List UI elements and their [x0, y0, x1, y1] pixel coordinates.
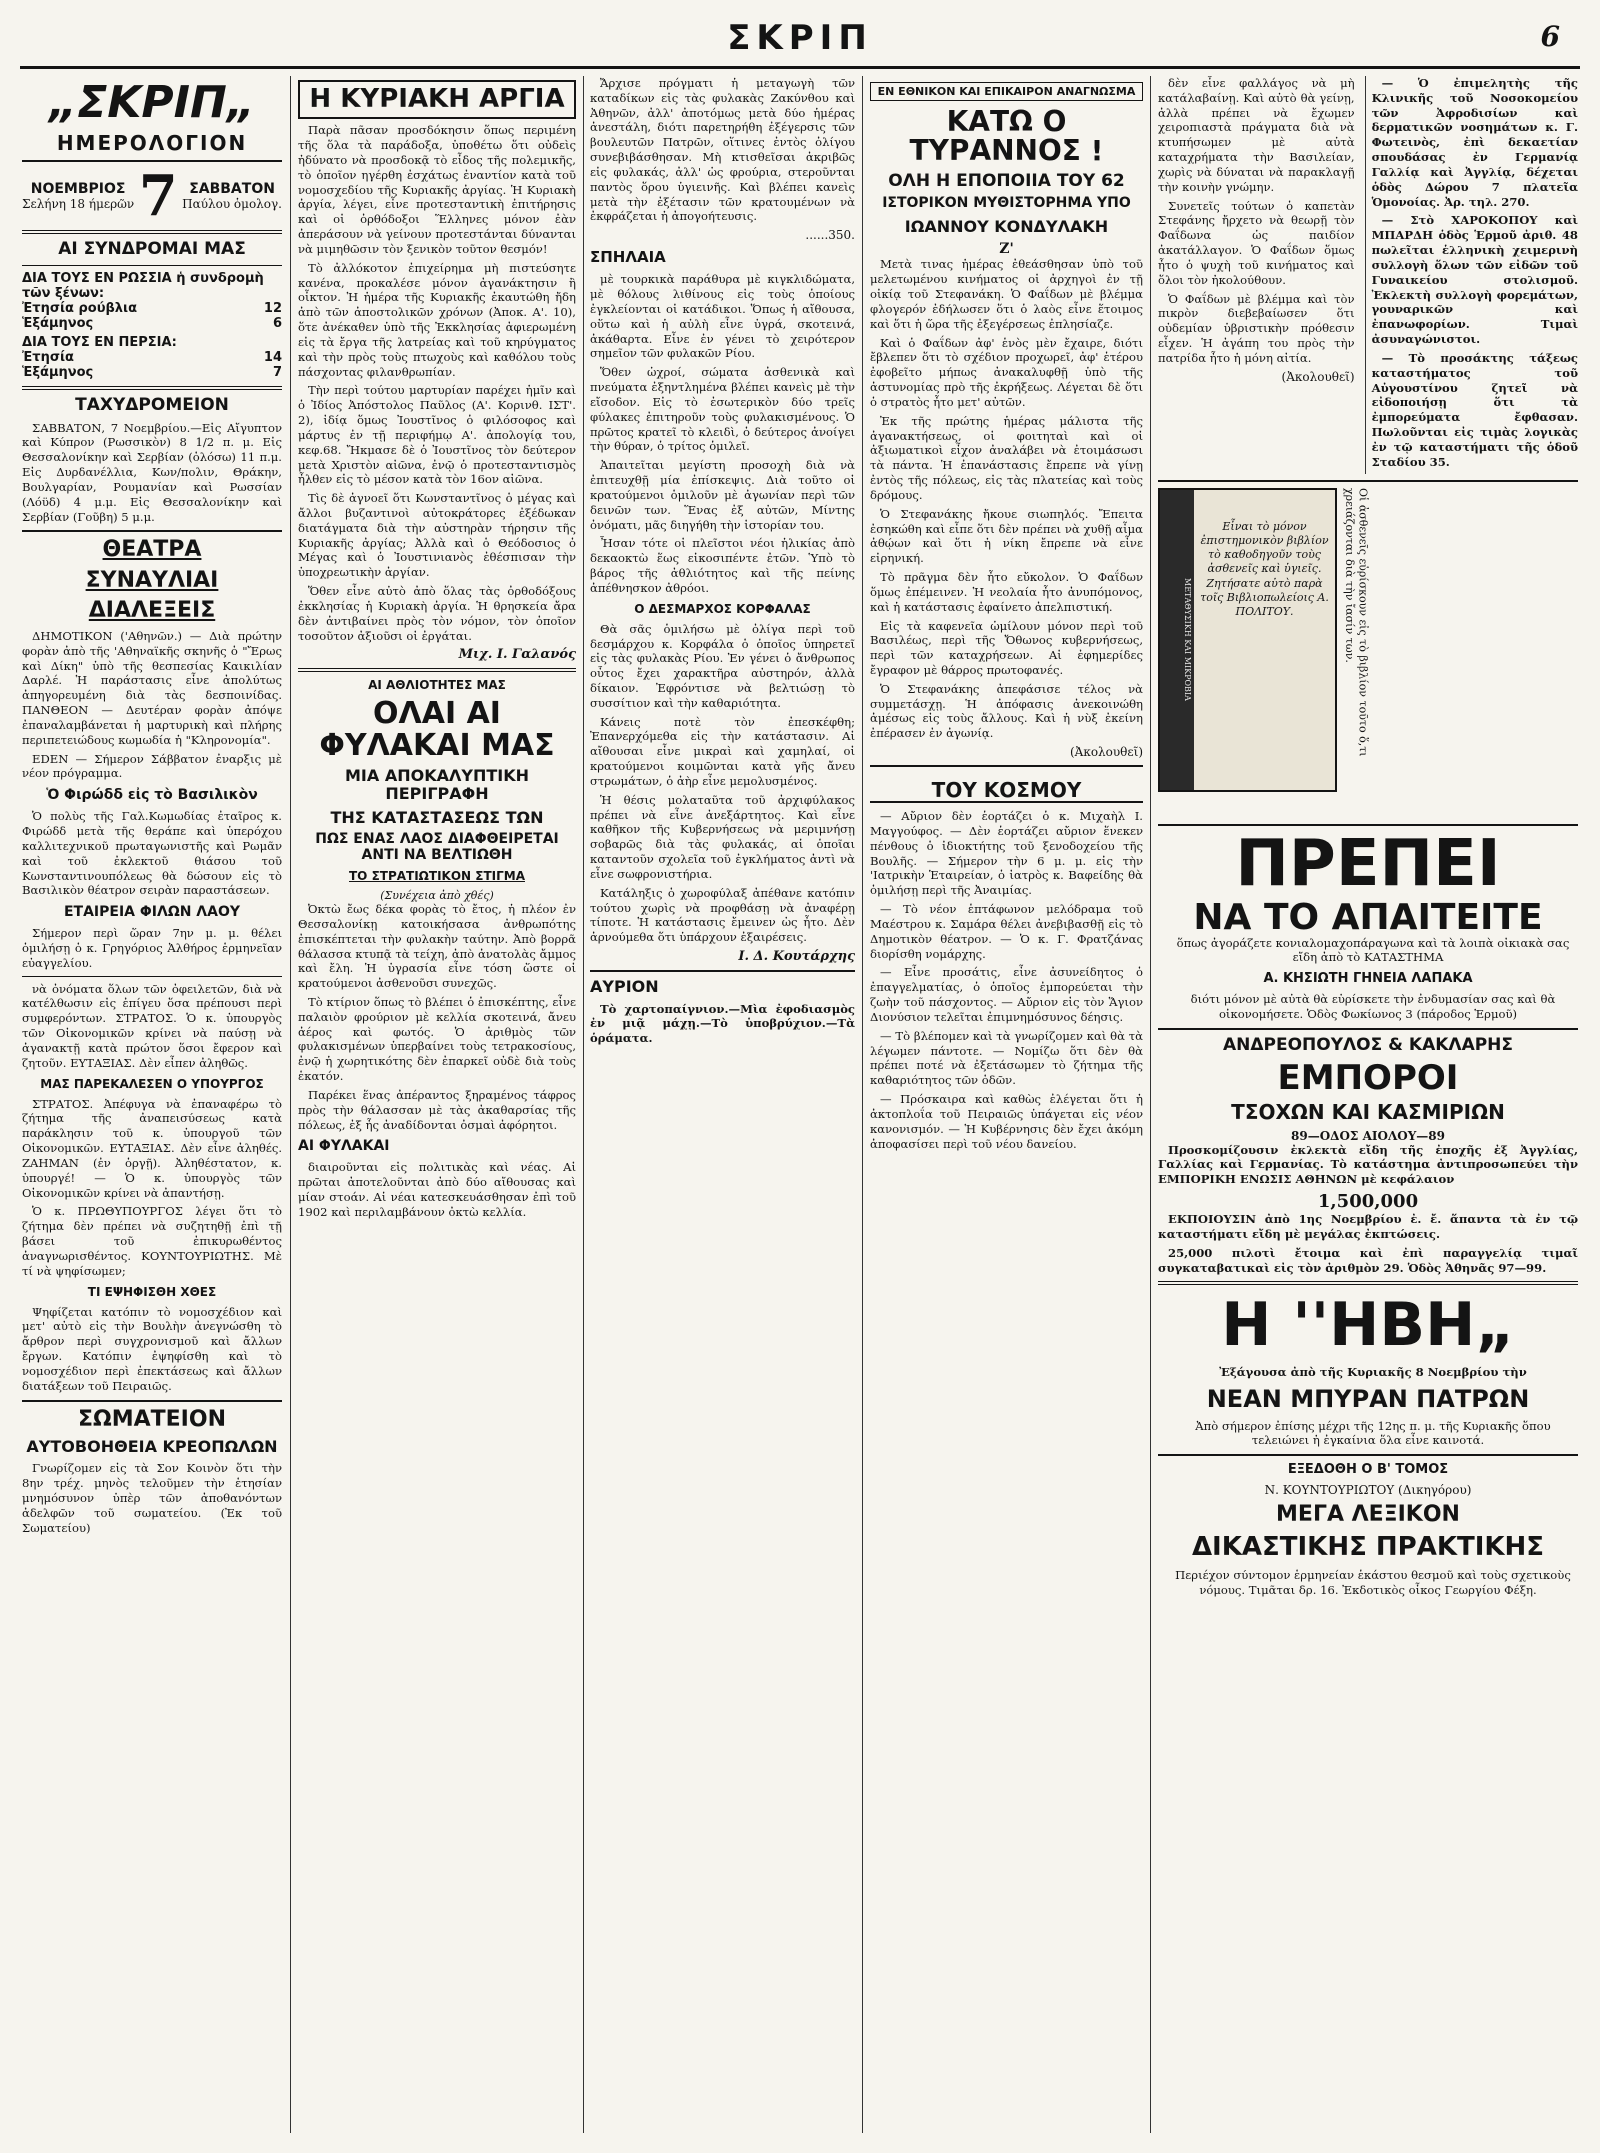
prisons-paragraph: Ἄρχισε πρόγματι ἡ μεταγωγὴ τῶν καταδίκων εἰς τὰς φυλακὰς Ζακύνθου καὶ Ἀθηνῶν, ἀλλ' ἀποτόμως μετὰ δύο ἡμέρας ἀνεστάλη, διότι παρετηρήθη ἐξέγερσις τῶν βουλευτῶν Πατρῶν, οἵτινες ἐντὸς ὀλίγου συνεβιβάσθησαν. Μὴ κτισθεῖσαι ἀκριβῶς εἰς φυλακάς, ἀλλ' ὡς φρούρια, στεροῦνται παντὸς ὅρου ὑγιεινῆς. Καὶ βλέπει κανεὶς μετὰ τὴν ἐξέτασιν τῶν κρατουμένων νὰ ἐκφράζεται ἡ ἀπογοήτευσις.: [590, 76, 855, 224]
friends-society-title: ΕΤΑΙΡΕΙΑ ΦΙΛΩΝ ΛΑΟΥ: [63, 904, 241, 921]
prisons-paragraph: Παρέκει ἕνας ἀπέραντος ξηραμένος τάφρος πρὸς τὴν θάλασσαν μὲ τὰς ἀκαθαρσίας τῆς πόλεως, ἐξ ἧς ἀναδίδονται ὀσμαὶ ἀφόρητοι.: [298, 1087, 576, 1132]
merchant-title: ΑΝΔΡΕΟΠΟΥΛΟΣ & ΚΑΚΛΑΡΗΣ: [1222, 1034, 1514, 1055]
serial-paragraph: Ἐκ τῆς πρώτης ἡμέρας μάλιστα τῆς ἀγανακτήσεως, οἱ φοιτηταὶ καὶ οἱ ἀξιωματικοὶ εἶχον ἀναλάβει νὰ ἐτοιμάσωσι τὰ πάντα. Ἡ ἐπανάστασις ἔπρεπε νὰ γίνῃ ἐντὸς τῆς πόλεως, εἰς τὰς πλατείας καὶ τοὺς δρόμους.: [870, 413, 1143, 502]
article-paragraph: Τὶς δὲ ἀγνοεῖ ὅτι Κωνσταντῖνος ὁ μέγας καὶ ἄλλοι βυζαντινοὶ αὐτοκράτορες ἐξέδωκαν διατάγματα διὰ τὴν αὐστηρὰν τήρησιν τῆς Κυριακῆς ἀργίας; Ἀλλὰ καὶ ὁ Θεόδοσιος ὁ Μέγας καὶ ὁ Ἰουστινιανὸς ἐθέσπισαν τὴν ὑποχρεωτικὴν ἀργίαν.: [298, 491, 576, 580]
subscription-price: 14: [263, 349, 282, 365]
serial-chapter: Ζ': [999, 241, 1014, 258]
column-3: [590, 76, 855, 2133]
tomorrow-text: Τὸ χαρτοπαίγνιον.—Μὶα ἐφοδιασμὸς ἐν μιᾷ μάχῃ.—Τὸ ὑποβρύχιον.—Τὰ ὁράματα.: [590, 1001, 855, 1046]
serial-continued: (Ἀκολουθεῖ): [1281, 369, 1355, 384]
dictionary-author: Ν. ΚΟΥΝΤΟΥΡΙΩΤΟΥ (Δικηγόρου): [1264, 1483, 1472, 1498]
prisons-subtitle-1: ΜΙΑ ΑΠΟΚΑΛΥΠΤΙΚΗ ΠΕΡΙΓΡΑΦΗ: [345, 766, 529, 804]
theatres-text: ΔΗΜΟΤΙΚΟΝ ('Αθηνῶν.) — Διὰ πρώτην φορὰν ἀπὸ τῆς 'Αθηναϊκῆς σκηνῆς ὁ "Ἔρως καὶ Δίκη" ὑπὸ τῆς θεσπεσίας Καικιλίαν Δαρλέ. Ἡ παράστασις εἶνε ἀπολύτως ἀπηγορευμένη διὰ τὰς δεσποινίδας. ΠΑΝΘΕΟΝ — Δευτέραν φορὰν ἀπόψε ἐπαναλαμβάνεται ἡ μαρτυρικὴ καὶ πλήρης περιπετειώδους κωμωδία ἡ "Κληρονομία".: [22, 628, 282, 747]
article-paragraph: Τὴν περὶ τούτου μαρτυρίαν παρέχει ἡμῖν καὶ ὁ Ἰδίος Ἀπόστολος Παῦλος (Α'. Κορινθ. ΙΣΤ'. 2), ἰδίᾳ ὅμως Ἰουστῖνος ὁ φιλόσοφος καὶ μάρτυς ἐν τῇ περιφήμῳ Α'. ἀπολογίᾳ του, κεφ.68. Ἤκμασε δὲ ὁ Ἰουστῖνος τὸν δεύτερον μετὰ Χριστὸν αἰῶνα, ἐνῷ ὁ προτεσταντισμὸς ἦλθεν εἰς τὸ μέσον κατὰ τὸν 16ον αἰῶνα.: [298, 383, 576, 487]
divider: [22, 160, 282, 162]
masthead-title: ΣΚΡΙΠ: [727, 18, 873, 58]
prisons-paragraph: διαιροῦνται εἰς πολιτικὰς καὶ νέας. Αἱ πρῶται ἀποτελοῦνται ἀπὸ δύο αἴθουσας καὶ μίαν στοάν. Αἱ νέαι κατεσκευάσθησαν ἐπὶ τοῦ 1902 καὶ περιλαμβάνουν ὀκτὼ κελλία.: [298, 1160, 576, 1219]
divider: [1158, 480, 1578, 482]
tomorrow-title: ΑΥΡΙΟΝ: [590, 977, 659, 997]
column-2: [298, 76, 576, 2133]
serial-paragraph: Μετὰ τινας ἡμέρας ἐθεάσθησαν ὑπὸ τοῦ μελετωμένου κινήματος οἱ ἀρχηγοὶ ἐν τῇ οἰκίᾳ τοῦ Στεφανάκη. Ὁ Φαΐδων μὲ βλέμμα φλογερόν ἐδήλωσεν ὅτι ὁ λαὸς εἶνε ἕτοιμος καὶ ὅτι ἡ ὥρα τῆς ἐξεγέρσεως ἐπλησίαζε.: [870, 257, 1143, 331]
almanac-logo: „ΣΚΡΙΠ„: [48, 77, 256, 128]
serial-paragraph: Εἰς τὰ καφενεῖα ὡμίλουν μόνον περὶ τοῦ Βασιλέως, περὶ τῆς Ὄθωνος κυβερνήσεως, περὶ τῶν καταχρήσεων. Αἱ ἐφημερίδες ἔγραφον μὲ θάρρος πρωτοφανές.: [870, 618, 1143, 677]
book-side-text: Οἱ ἀσθενεῖς εὑρίσκουν εἰς τὸ βιβλίον τοῦτο ὅ,τι χρειάζονται διὰ τὴν ἴασίν των.: [1343, 487, 1370, 757]
divider: [22, 976, 282, 977]
small-ad: — Τὸ προσάκτης τάξεως καταστήματος τοῦ Αὐγουστίνου ζητεῖ νὰ εἰδοποιήσῃ ὅτι τὰ ἐμπορεύματα ἔφθασαν. Πωλοῦνται εἰς τιμὰς λογικὰς ἐν τῷ καταστήματι τῆς ὁδοῦ Σταδίου 35.: [1371, 350, 1578, 469]
subscription-price: 6: [272, 315, 282, 331]
caves-paragraph: Ἀπαιτεῖται μεγίστη προσοχὴ διὰ νὰ ἐπιτευχθῇ μία ἐπίσκεψις. Διὰ τοῦτο οἱ κρατούμενοι ὁμιλοῦν μὲ ἀγωνίαν περὶ τῶν δεινῶν των. Ἕνας ἐξ αὐτῶν, Μίντης ὀνόματι, μᾶς διηγήθη τὴν ἱστορίαν του.: [590, 458, 855, 532]
votes-title: ΤΙ ΕΨΗΦΙΣΘΗ ΧΘΕΣ: [87, 1284, 217, 1299]
merchant-capital: 1,500,000: [1317, 1191, 1419, 1213]
column-divider: [583, 76, 584, 2133]
subscriptions-persia-title: ΔΙΑ ΤΟΥΣ ΕΝ ΠΕΡΣΙΑ:: [22, 334, 177, 350]
world-paragraph: — Πρόσκαιρα καὶ καθὼς ἐλέγεται ὅτι ἡ ἀκτοπλοΐα τοῦ Πειραιῶς ὑπάγεται εἰς νέον κανονισμόν. — Ἡ Κυβέρνησις δὲν ἔχει ἀκόμη ἀποφασίσει περὶ τοῦ νέου δανείου.: [870, 1092, 1143, 1151]
prisons-kicker: ΑΙ ΑΘΛΙΟΤΗΤΕΣ ΜΑΣ: [368, 678, 506, 693]
must-ad-text: ὅπως ἀγοράζετε κονιαλομαχοπάραγωνα καὶ τὰ λοιπὰ οἰκιακὰ σας εἴδη ἀπὸ τὸ ΚΑΤΑΣΤΗΜΑ: [1176, 935, 1570, 965]
small-ad: — Στὸ ΧΑΡΟΚΟΠΟΥ καὶ ΜΠΑΡΔΗ ὁδὸς Ἑρμοῦ ἀριθ. 48 πωλεῖται ἑλληνικὴ χειμερινὴ συλλογὴ ὅλων τῶν εἰδῶν τοῦ Γυναικείου στολισμοῦ. Ἐκλεκτὴ συλλογὴ φορεμάτων, γουναρικῶν καὶ ἐπανωφορίων. Τιμαὶ ἀσυναγώνιστοι.: [1371, 213, 1578, 347]
masthead: [0, 18, 1600, 58]
serial-paragraph: Καὶ ὁ Φαΐδων ἀφ' ἑνὸς μὲν ἔχαιρε, διότι ἔβλεπεν ὅτι τὸ σχέδιον προχωρεῖ, ἀφ' ἑτέρου ἐφοβεῖτο μήπως ἀνακαλυφθῇ ὑπὸ τῆς ἀστυνομίας πρὸ τῆς ἐκρήξεως. Λέγεται δὲ ὅτι ὁ στρατὸς ἦτο μετ' αὐτῶν.: [870, 335, 1143, 409]
merchant-text-2: ΕΚΠΟΙΟΥΣΙΝ ἀπὸ 1ης Νοεμβρίου ἐ. ἔ. ἅπαντα τὰ ἐν τῷ καταστήματι εἴδη μὲ μεγάλας ἐκπτώσεις.: [1158, 1212, 1578, 1241]
beer-ad-text-2: Ἀπὸ σήμερον ἐπίσης μέχρι τῆς 12ης π. μ. τῆς Κυριακῆς ὅπου τελειώνει ἡ ἐγκαίνια ὅλα εἶνε καινοτά.: [1195, 1418, 1551, 1448]
weekday: ΣΑΒΒΑΤΟΝ: [189, 181, 275, 198]
caves-paragraph: Ὅθεν ὠχροί, σώματα ἀσθενικὰ καὶ πνεύματα ἐξηντλημένα βλέπει κανεὶς μὲ τὴν εἴσοδον. Εἰς τὸ ἐσωτερικὸν δύο τρεῖς φύλακες ἐπιτηροῦν τοὺς φυλακισμένους. Ὁ πρῶτος κρατεῖ τὸ κλειδὶ, ὁ δεύτερος ἀνοίγει τὴν θύραν, ὁ τρίτος ὁμιλεῖ.: [590, 365, 855, 454]
concerts-title: ΣΥΝΑΥΛΙΑΙ: [85, 567, 219, 593]
almanac-subtitle: ΗΜΕΡΟΛΟΓΙΟΝ: [56, 131, 248, 156]
dictionary-text: Περιέχον σύντομον ἑρμηνείαν ἑκάστου θεσμοῦ καὶ τοὺς σχετικοὺς νόμους. Τιμᾶται δρ. 16. Ἐκδοτικὸς οἶκος Γεωργίου Φέξη.: [1175, 1567, 1571, 1597]
article-paragraph: Τὸ ἀλλόκοτον ἐπιχείρημα μὴ πιστεύσητε κανένα, προκαλέσε μόνον ἀγανάκτησιν ἢ οἶκτον. Ἡ ἡμέρα τῆς Κυριακῆς ἐκαυτώθη ἤδη ἀπὸ τῶν ἀποστολικῶν χρόνων (Ἀποκ. Α'. 10), ὅτε ἀνέκαθεν ὑπὸ τῆς Ἐκκλησίας ἀφιερωμένη εἰς τὰ ἔργα τῆς λατρείας καὶ τοῦ κηρύγματος καὶ τὴν πρὸς τοὺς πτωχοὺς καὶ καθόλου τοὺς πάσχοντας φιλανθρωπίαν.: [298, 260, 576, 379]
world-paragraph: — Εἶνε προσάτις, εἶνε ἀσυνείδητος ὁ ἐπαγγελματίας, ὁ ὁποῖος ἐμπορεύεται τὴν ζωὴν τοῦ πάσχοντος. — Αὔριον εἰς τὸν Ἅγιον Διονύσιον τελεῖται ἐπιμνημόσυνος δέησις.: [870, 965, 1143, 1024]
merchant-subtitle: ΤΣΟΧΩΝ ΚΑΙ ΚΑΣΜΙΡΙΩΝ: [1231, 1099, 1505, 1124]
article-paragraph: Ὅθεν εἶνε αὐτὸ ἀπὸ ὅλας τὰς ὀρθοδόξους ἐκκλησίας ἡ Κυριακὴ ἀργία. Ἡ θρησκεία ἄρα δὲν ἀντιβαίνει πρὸς τὸν νόμον, τὸν ὁποῖον τοσοῦτον ἀξιοῦσι οἱ ἐργάται.: [298, 584, 576, 643]
subscription-row: [22, 350, 282, 365]
merchant-text-3: 25,000 πιλοτὶ ἔτοιμα καὶ ἐπὶ παραγγελίᾳ τιμαῖ συγκαταβατικαὶ εἰς τὸν ἀριθμὸν 29. Ὁδὸς Ἀθηνᾶς 97—99.: [1158, 1245, 1578, 1275]
subscription-label: Ἑξάμηνος: [22, 364, 94, 380]
prisons-subtitle-2: ΤΗΣ ΚΑΤΑΣΤΑΣΕΩΣ ΤΩΝ: [330, 807, 544, 827]
world-paragraph: — Τὸ νέον ἑπτάφωνον μελόδραμα τοῦ Μαέστρου κ. Σαμάρα θέλει ἀνεβιβασθῇ εἰς τὸ Δημοτικὸν θέατρον. — Ὁ κ. Γ. Φρατζάνας διορίσθη νομάρχης.: [870, 902, 1143, 961]
theatres-title: ΘΕΑΤΡΑ: [102, 537, 202, 563]
book-cover-text: Εἶναι τὸ μόνον ἐπιστημονικὸν βιβλίον τὸ καθοδηγοῦν τοὺς ἀσθενεῖς καὶ ὑγιεῖς. Ζητήσατε αὐτὸ παρὰ τοῖς Βιβλιοπωλείοις Α. ΠΟΛΙΤΟΥ.: [1200, 519, 1329, 619]
subscription-row: [22, 301, 282, 316]
small-ads: [1365, 76, 1578, 474]
small-ad: — Ὁ ἐπιμελητὴς τῆς Κλινικῆς τοῦ Νοσοκομείου τῶν Ἀφροδισίων καὶ δερματικῶν νοσημάτων κ. Γ. Φωτεινὸς, ἐπὶ δεκαετίαν σπουδάσας ἐν Γερμανίᾳ Γαλλίᾳ καὶ Ἀγγλίᾳ, δέχεται ὁδὸς Δώρου 7 πλατεῖα Ὁμονοίας. Ἀρ. τηλ. 270.: [1371, 76, 1578, 209]
divider: [298, 668, 576, 672]
number-line: ......350.: [805, 228, 855, 243]
divider: [22, 230, 282, 234]
serial-paragraph: Τὸ πρᾶγμα δὲν ἦτο εὔκολον. Ὁ Φαΐδων ὅμως ἐπέμεινεν. Ἡ νεολαία ἦτο ἀνυπόμονος, καὶ ἡ κατάστασις ἐφαίνετο ἀπελπιστική.: [870, 570, 1143, 614]
parliament-text: νὰ ὀνόματα ὅλων τῶν ὀφειλετῶν, διὰ νὰ κατέλθωσιν εἰς ἐπίγευ ὅσα πρέπουσι περὶ συμφερόντων. ΣΤΡΑΤΟΣ. Ὁ κ. ὑπουργὸς τῶν Οἰκονομικῶν κρίνει νὰ παύσῃ νὰ ἀγανακτῇ κατὰ πρώτον ὅσοι ἔφερον καὶ ζητοῦν. ΕΥΤΑΞΙΑΣ. Δὲν εἶπεν ἀληθῶς.: [22, 981, 282, 1070]
moon-phase: Σελήνη 18 ήμερῶν: [22, 197, 135, 212]
prisons-paragraph: Τὸ κτίριον ὅπως τὸ βλέπει ὁ ἐπισκέπτης, εἶνε παλαιὸν φρούριον μὲ κελλία σκοτεινά, ἄνευ ἀέρος καὶ φωτός. Ὁ ἀριθμὸς τῶν φυλακισμένων ὑπερβαίνει τοὺς τετρακοσίους, ἐνῷ ἡ χωρητικότης δὲν ἐπαρκεῖ οὐδὲ διὰ τοὺς ἑκατόν.: [298, 994, 576, 1084]
divider: [22, 265, 282, 266]
subscription-price: 7: [272, 364, 282, 380]
divider: [590, 970, 855, 972]
book-ad: [1158, 488, 1578, 818]
subscriptions-russia-title: ΔΙΑ ΤΟΥΣ ΕΝ ΡΩΣΣΙΑ ἡ συνδρομὴ τῶν ξένων:: [22, 270, 264, 301]
saint-day: Παύλου ὁμολογ.: [182, 197, 282, 212]
must-ad-headline: ΠΡΕΠΕΙ: [1235, 826, 1501, 901]
serial-paragraph: Ὁ Στεφανάκης ἤκουε σιωπηλός. Ἔπειτα ἐσηκώθη καὶ εἶπε ὅτι δὲν πρέπει νὰ χυθῇ αἷμα ἀθῴων καὶ ὅτι ἡ νίκη ἔπρεπε νὰ εἶνε εἰρηνική.: [870, 506, 1143, 566]
divider: [22, 1400, 282, 1402]
serial-end: [1158, 76, 1355, 474]
merchant-big: ΕΜΠΟΡΟΙ: [1277, 1057, 1459, 1098]
guard-paragraph: Ἡ θέσις μολαταῦτα τοῦ ἀρχιφύλακος πρέπει νὰ εἶνε ἀνεξάρτητος. Καὶ εἶνε καθῆκον τῆς Κυβερνήσεως νὰ μεριμνήσῃ σοβαρῶς διὰ τὰς φυλακάς, αἱ ὁποῖαι καταντοῦν σχολεῖα τοῦ ἐγκλήματος ἀντὶ νὰ εἶνε σωφρονιστήρια.: [590, 792, 855, 881]
date-left: [22, 181, 134, 211]
serial-author: ΙΩΑΝΝΟΥ ΚΟΝΔΥΛΑΚΗ: [904, 216, 1109, 236]
prisons-continued: (Συνέχεια ἀπὸ χθές): [380, 889, 494, 903]
votes-text: Ψηφίζεται κατόπιν τὸ νομοσχέδιον καὶ μετ' αὐτὸ εἰς τὴν Βουλὴν ἀνεγνώσθη τὸ ἄρθρον περὶ συγχρονισμοῦ καὶ ἄλλων ἔργων. Κατόπιν ἐψηφίσθη καὶ τὸ νομοσχέδιον περὶ ἐπεκτάσεως καὶ ἄλλων διατάξεων τοῦ Πειραιῶς.: [22, 1304, 282, 1393]
merchant-address: 89—ΟΔΟΣ ΑΙΟΛΟΥ—89: [1291, 1128, 1445, 1143]
subscription-label: Ἐτησία ρούβλια: [22, 300, 138, 316]
serial-continued: (Ἀκολουθεῖ): [1069, 745, 1143, 760]
date-right: [182, 181, 282, 211]
subscription-row: [22, 365, 282, 380]
union-title: ΣΩΜΑΤΕΙΟΝ: [78, 1406, 226, 1432]
parliament-text-3: Ὁ κ. ΠΡΩΘΥΠΟΥΡΓΟΣ λέγει ὅτι τὸ ζήτημα δὲν πρέπει νὰ συζητηθῇ ἐπὶ τῇ βάσει τοῦ ἐπικυρωθέντος ἀναγνωρισθέντος. ΚΟΥΝΤΟΥΡΙΩΤΗΣ. Μὲ τί νὰ ψηφίσωμεν;: [22, 1204, 282, 1278]
serial-title: ΚΑΤΩ Ο ΤΥΡΑΝΝΟΣ !: [909, 105, 1104, 168]
guard-title: Ο ΔΕΣΜΑΡΧΟΣ ΚΟΡΦΑΛΑΣ: [634, 601, 811, 616]
caves-paragraph: Ἦσαν τότε οἱ πλεῖστοι νέοι ἡλικίας ἀπὸ δεκαοκτὼ ἕως εἰκοσιπέντε ἐτῶν. Ὑπὸ τὸ βάρος τῆς ἀθλιότητος καὶ τῆς πείνης ἀπέθνησκον ἀθρόοι.: [590, 536, 855, 595]
caves-title: ΣΠΗΛΑΙΑ: [590, 248, 666, 267]
subscription-price: 12: [263, 300, 282, 316]
article-title: Η ΚΥΡΙΑΚΗ ΑΡΓΙΑ: [298, 80, 576, 119]
must-ad-text-2: διότι μόνον μὲ αὐτὰ θὰ εὑρίσκετε τὴν ἐνδυμασίαν σας καὶ θὰ οἰκονομήσετε. Ὁδὸς Φωκίωνος 3 (πάροδος Ἑρμοῦ): [1190, 992, 1556, 1022]
friends-society-text: Σήμερον περὶ ὥραν 7ην μ. μ. θέλει ὁμιλήσῃ ὁ κ. Γρηγόριος Ἀλθήρος ἑρμηνεῖαν εὐαγγελίου.: [22, 926, 282, 970]
firodo-text: Ὁ πολὺς τῆς Γαλ.Κωμωδίας ἐταῖρος κ. Φιρώδδ μετὰ τῆς θεράπε καὶ ὑπερόχου καλλιτεχνικοῦ πρωταγωνιστῆς καὶ Ρωμᾶν καὶ τοῦ ἐκλεκτοῦ θιάσου τοῦ Κωνσταντινουπόλεως θὰ δώσουν εἰς τὸ Βασιλικὸν θέατρον σειρὰν παραστάσεων.: [22, 809, 282, 898]
divider: [1158, 1454, 1578, 1456]
world-title: ΤΟΥ ΚΟΣΜΟΥ: [870, 779, 1143, 803]
must-ad-shop: Α. ΚΗΣΙΩΤΗ ΓΗΝΕΙΑ ΛΑΠΑΚΑ: [1263, 971, 1473, 987]
page-number: 6: [1540, 20, 1560, 53]
divider: [870, 765, 1143, 767]
col5-top: [1158, 76, 1578, 474]
prisons-paragraph: Ὀκτὼ ἔως δέκα φορὰς τὸ ἔτος, ἡ πλέον ἐν Θεσσαλονίκῃ κατοικήσασα ἀνθρωπότης ἐπισκέπτεται τὴν φυλακὴν ταύτην. Ἀπὸ βορρᾶ θάλασσα κτυπᾷ τὰ τείχη, ἀπὸ ἀνατολὰς ἄμμος καὶ ἔλη. Ἡ ὑγρασία εἶνε τόση ὥστε οἱ κρατούμενοι ἀσθενοῦσι συνεχῶς.: [298, 902, 576, 991]
subscription-row: [22, 316, 282, 331]
serial-paragraph: Ὁ Φαΐδων μὲ βλέμμα καὶ τὸν πικρὸν διεβεβαίωσεν ὅτι οὐδεμίαν ὑβριστικὴν πρόθεσιν εἶχεν. Ἡ ἀγάπη του πρὸς τὴν πατρίδα ἦτο ἡ μόνη αἰτία.: [1158, 291, 1355, 365]
prisons-section-title: ΤΟ ΣΤΡΑΤΙΩΤΙΚΟΝ ΣΤΙΓΜΑ: [349, 869, 525, 884]
serial-paragraph: Ὁ Στεφανάκης ἀπεφάσισε τέλος νὰ συμμετάσχῃ. Ἡ ἀπόφασις ἀνεκοινώθη ἀμέσως εἰς τοὺς ἄλλους. Καὶ ἡ νὺξ ἐκείνη ἐπέρασεν ἐν ἀγωνίᾳ.: [870, 681, 1143, 741]
divider: [22, 386, 282, 390]
parliament-title: ΜΑΣ ΠΑΡΕΚΑΛΕΣΕΝ Ο ΥΠΟΥΡΓΟΣ: [40, 1076, 264, 1091]
world-paragraph: — Αὔριον δὲν ἑορτάζει ὁ κ. Μιχαὴλ Ι. Μαγγούφος. — Δὲν ἑορτάζει αὔριον ἕνεκεν πένθους ὁ ἰδιοκτήτης τοῦ ξενοδοχείου τῆς Βουλῆς. — Σήμερον τὴν 6 μ. μ. εἰς τὴν 'Ιατρικὴν Ἑταιρείαν, ὁ ἰατρὸς κ. Βαφείδης θὰ ὁμιλήσῃ περὶ τῆς Ἀναιμίας.: [870, 809, 1143, 898]
column-5: [1158, 76, 1578, 2133]
column-1: [22, 76, 282, 2133]
caves-paragraph: μὲ τουρκικὰ παράθυρα μὲ κιγκλιδώματα, μὲ θόλους λιθίνους εἰς τοὺς ὁποίους ἐγκλείονται οἱ κατάδικοι. Ὅπως ἡ αἴθουσα, οὕτω καὶ ἡ αὐλὴ εἶνε ὑγρά, σκοτεινά, ἀκάθαρτα. Εἶνε ἐν γένει τὸ χειρότερον σημεῖον τῶν φυλακῶν Ρίου.: [590, 272, 855, 361]
post-office-title: ΤΑΧΥΔΡΟΜΕΙΟΝ: [75, 394, 229, 415]
column-divider: [1150, 76, 1151, 2133]
dictionary-kicker: ΕΞΕΔΟΘΗ Ο Β' ΤΟΜΟΣ: [1287, 1462, 1449, 1478]
guard-paragraph: Θὰ σᾶς ὁμιλήσω μὲ ὀλίγα περὶ τοῦ δεσμάρχου κ. Κορφάλα ὁ ὁποῖος ὑπηρετεῖ εἰς τὰς φυλακὰς Ρίου. Ἐν γένει ὁ ἄνθρωπος οὗτος ἔχει χαρακτῆρα αὐστηρόν, ἀλλὰ δίκαιον. Ἐφρόντισε νὰ βελτιώσῃ τὸ συσσίτιον καὶ τὴν καθαριότητα.: [590, 621, 855, 710]
firodo-title: Ὁ Φιρώδδ εἰς τὸ Βασιλικὸν: [46, 787, 258, 804]
column-divider: [290, 76, 291, 2133]
world-paragraph: — Τὸ βλέπομεν καὶ τὰ γνωρίζομεν καὶ θὰ τὰ λέγωμεν πάντοτε. — Νομίζω ὅτι δὲν θὰ πρέπει ποτέ νὰ ἐξετάσωμεν τὸ ζήτημα τῆς καθαριότητος τῶν ὁδῶν.: [870, 1028, 1143, 1088]
subscription-label: Ἑξάμηνος: [22, 315, 94, 331]
article-author: Μιχ. Ι. Γαλανός: [458, 647, 576, 663]
prisons-title: ΟΛΑΙ ΑΙ ΦΥΛΑΚΑΙ ΜΑΣ: [319, 696, 555, 763]
dictionary-title-1: ΜΕΓΑ ΛΕΞΙΚΟΝ: [1276, 1502, 1460, 1528]
article-signature: Ι. Δ. Κουτάρχης: [738, 949, 855, 965]
divider: [22, 530, 282, 532]
divider: [1158, 1281, 1578, 1285]
lectures-title: ΔΙΑΛΕΞΕΙΣ: [88, 597, 216, 623]
day-number: 7: [138, 163, 178, 230]
merchant-text: Προσκομίζουσιν ἐκλεκτὰ εἴδη τῆς ἐποχῆς ἐξ Ἀγγλίας, Γαλλίας καὶ Γερμανίας. Τὸ κατάστημα ἀντιπροσωπεύει τὴν ΕΜΠΟΡΙΚΗ ΕΝΩΣΙΣ ΑΘΗΝΩΝ μὲ κεφάλαιον: [1158, 1142, 1578, 1187]
must-ad-subheadline: ΝΑ ΤΟ ΑΠΑΙΤΕΙΤΕ: [1193, 896, 1543, 938]
subscriptions-title: ΑΙ ΣΥΝΔΡΟΜΑΙ ΜΑΣ: [58, 239, 246, 260]
serial-paragraph: Συνετεῖς τούτων ὁ καπετὰν Στεφάνης ἤρχετο νὰ θεωρῇ τὸν Φαΐδωνα ὡς παιδίον ἀκατάλλαγον. Ὁ Φαΐδων ὅμως ἦτο ὁ ψυχὴ τοῦ κινήματος καὶ ὅλοι τὸν ἠκολούθουν.: [1158, 198, 1355, 287]
beer-ad-text: Ἐξάγουσα ἀπὸ τῆς Κυριακῆς 8 Νοεμβρίου τὴν: [1219, 1365, 1527, 1380]
dictionary-title-2: ΔΙΚΑΣΤΙΚΗΣ ΠΡΑΚΤΙΚΗΣ: [1191, 1532, 1545, 1563]
union-subtitle: ΑΥΤΟΒΟΗΘΕΙΑ ΚΡΕΟΠΩΛΩΝ: [26, 1436, 278, 1456]
column-divider: [862, 76, 863, 2133]
date-block: [22, 163, 282, 230]
book-spine-title: ΜΕΤΑΘΥΣΙΚΗ ΚΑΙ ΜΙΚΡΟΒΙΑ: [1183, 578, 1192, 701]
serial-paragraph: δὲν εἶνε φαλλάγος νὰ μὴ κατάλαβαίνῃ. Καὶ αὐτὸ θὰ γείνῃ, ἀλλὰ πρέπει νὰ ἔχωμεν χειροπιαστὰ πράγματα διὰ νὰ κτυπήσωμεν μὲ αὐτὰ καταχρήματα τὴν Βασιλείαν, χωρὶς νὰ δύναται νὰ παρακλαγῇ τὴν κοινὴν γνώμην.: [1158, 76, 1355, 194]
post-office-text: ΣΑΒΒΑΤΟΝ, 7 Νοεμβρίου.—Εἰς Αἴγυπτον καὶ Κύπρον (Ρωσσικὸν) 8 1/2 π. μ. Εἰς Θεσσαλονίκην καὶ Σερβίαν (ὁλόσω) 11 π.μ. Εἰς Δυρδανέλλια, Κων/πολιν, Θράκην, Βουλγαρίαν, Ρουμανίαν καὶ Ρωσσίαν (Λόϋδ) 4 μ.μ. Εἰς Θεσσαλονίκην καὶ Σερβίαν (Γοῦβη) 5 μ.μ.: [22, 420, 282, 524]
divider: [1158, 824, 1578, 826]
beer-ad-product: ΝΕΑΝ ΜΠΥΡΑΝ ΠΑΤΡΩΝ: [1206, 1385, 1530, 1414]
top-rule: [20, 66, 1580, 69]
book-illustration: [1158, 488, 1337, 792]
guard-paragraph: Κατάληξις ὁ χωροφύλαξ ἀπέθανε κατόπιν τούτου χωρὶς νὰ προφθάσῃ νὰ ἀναφέρῃ τίποτε. Ἡ κατάστασις ἔμεινεν ὡς ἦτο. Δὲν ἀρνούμεθα ὅτι ὑπάρχουν ἐξαιρέσεις.: [590, 885, 855, 945]
serial-kicker: ΕΝ ΕΘΝΙΚΟΝ ΚΑΙ ΕΠΙΚΑΙΡΟΝ ΑΝΑΓΝΩΣΜΑ: [870, 82, 1143, 101]
eden-text: EDEN — Σήμερον Σάββατον ἐναρξις μὲ νέον πρόγραμμα.: [22, 751, 282, 781]
prisons-section-2-title: ΑΙ ΦΥΛΑΚΑΙ: [298, 1138, 390, 1155]
divider: [1158, 1028, 1578, 1030]
beer-ad-title: Η ''ΗΒΗ„: [1221, 1290, 1515, 1361]
parliament-text-2: ΣΤΡΑΤΟΣ. Ἀπέφυγα νὰ ἐπαναφέρω τὸ ζήτημα τῆς ἀναπεισύσεως κατὰ παράκλησιν τοῦ κ. ὑπουργοῦ τῶν Οἰκονομικῶν. ΕΥΤΑΞΙΑΣ. Δὲν εἶνε ἀληθές. ΖΑΗΜΑΝ (ἐν ὁργῇ). Ἀληθέστατον, κ. ὑπουργέ! — Ὁ κ. ὑπουργὸς τῶν Οἰκονομικῶν κρίνει νὰ ἀπαντήσῃ.: [22, 1096, 282, 1200]
article-paragraph: Παρὰ πᾶσαν προσδόκησιν ὅπως περιμένη τῆς ὅλα τὰ παράδοξα, ὑποθέτω ὅτι οὐδεὶς ἠδύνατο νὰ προσδοκᾷ τὸ εἶδος τῆς πολεμικῆς, τὸ ὁποῖον ηγέρθη ἐσχάτως ἐναντίον κατὰ τοῦ νομοσχεδίου τῆς Κυριακῆς ἀργίας. Ἡ Κυριακὴ ἀργία, λέγει, εἶνε προτεσταντικὴ ἐπιτήρησις καὶ οἱ ὀρθόδοξοι Ἕλληνες μόνον ἐὰν ἀπεράσουν νὰ γείνουν προτεστάνται δύνανται νὰ μιμηθῶσιν τὸν ξενικὸν τοῦτον θεσμόν!: [298, 123, 576, 256]
serial-subtitle-1: ΟΛΗ Η ΕΠΟΠΟΙΙΑ ΤΟΥ 62: [888, 170, 1125, 191]
prisons-subtitle-3: ΠΩΣ ΕΝΑΣ ΛΑΟΣ ΔΙΑΦΘΕΙΡΕΤΑΙ ΑΝΤΙ ΝΑ ΒΕΛΤΙΩΘΗ: [315, 831, 559, 863]
column-4: [870, 76, 1143, 2133]
union-text: Γνωρίζομεν εἰς τὰ Σον Κοινὸν ὅτι τὴν 8ην τρέχ. μηνὸς τελοῦμεν τὴν ἑτησίαν μνημόσυνον ὑπὲρ τῶν ἀποθανόντων ἀδελφῶν τοῦ σωματείου. (Ἐκ τοῦ Σωματείου): [22, 1461, 282, 1535]
guard-paragraph: Κάνεις ποτὲ τὸν ἐπεσκέφθη; Ἐπανερχόμεθα εἰς τὴν κατάστασιν. Αἱ αἴθουσαι εἶνε μικραὶ καὶ χαμηλαί, οἱ κρατούμενοι κοιμῶνται κατὰ γῆς ἄνευ στρωμάτων, ὁ ἀὴρ εἶνε μεμολυσμένος.: [590, 714, 855, 788]
subscription-label: Ἐτησία: [22, 349, 74, 365]
month: ΝΟΕΜΒΡΙΟΣ: [30, 181, 126, 198]
serial-subtitle-2: ΙΣΤΟΡΙΚΟΝ ΜΥΘΙΣΤΟΡΗΜΑ ΥΠΟ: [882, 195, 1131, 212]
